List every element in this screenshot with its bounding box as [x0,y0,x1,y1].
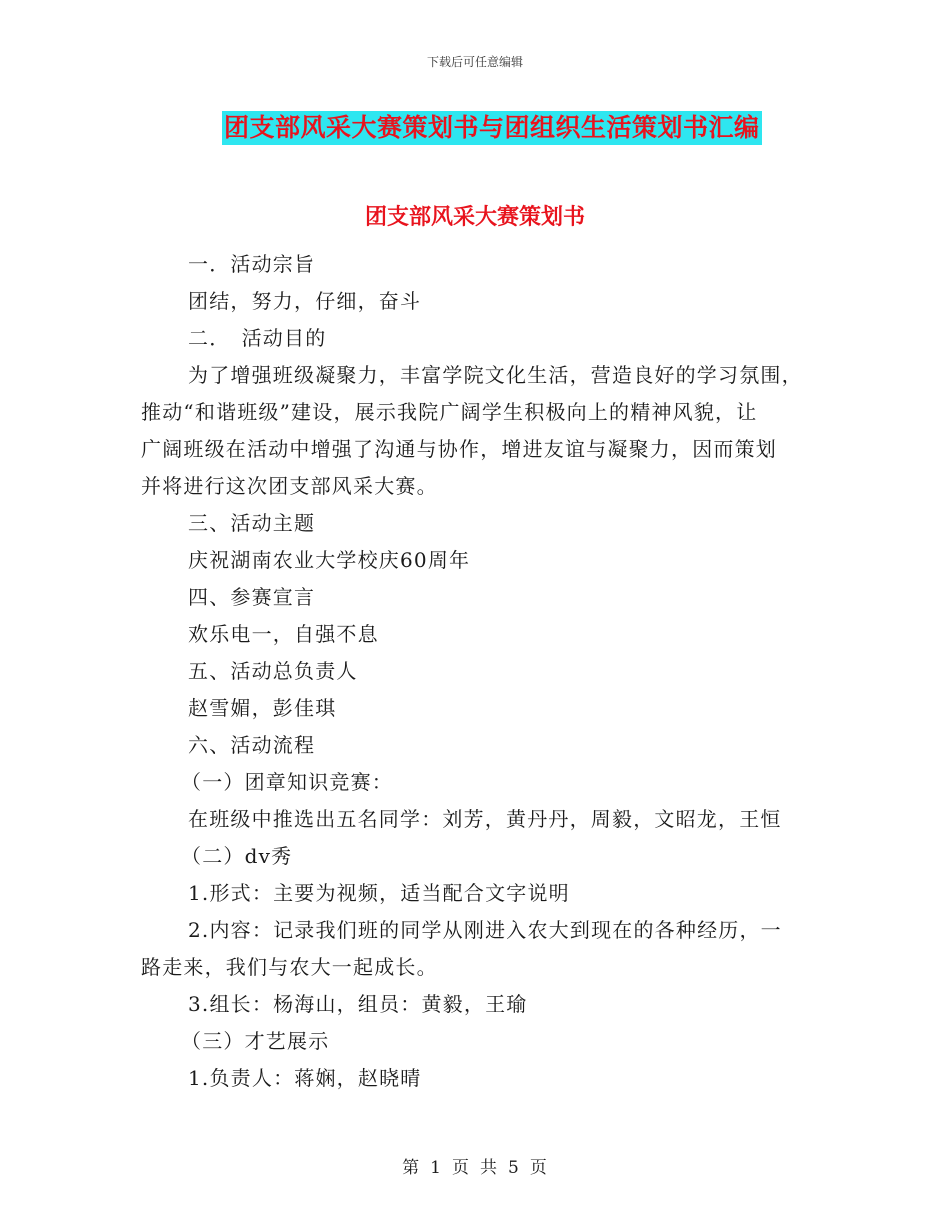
list-item: 1.负责人：蒋娴，赵晓晴 [188,1066,422,1090]
subheading: （二）dv秀 [181,844,293,868]
paragraph: 在班级中推选出五名同学：刘芳，黄丹丹，周毅，文昭龙，王恒 [188,807,782,831]
list-item: 2.内容：记录我们班的同学从刚进入农大到现在的各种经历，一 [188,918,782,942]
footer-page-unit: 页 [452,1158,470,1178]
paragraph: 团结，努力，仔细，奋斗 [188,289,422,313]
total-pages: 5 [508,1158,520,1178]
paragraph-line: 推动“和谐班级”建设，展示我院广阔学生积极向上的精神风貌，让 [141,400,758,424]
paragraph-line: 并将进行这次团支部风采大赛。 [141,474,438,498]
list-item: 3.组长：杨海山，组员：黄毅，王瑜 [188,992,528,1016]
paragraph: 庆祝湖南农业大学校庆60周年 [188,548,471,572]
heading-goal: 二． 活动目的 [188,326,327,350]
subheading: （一）团章知识竞赛： [181,770,393,794]
paragraph-line: 广阔班级在活动中增强了沟通与协作，增进友谊与凝聚力，因而策划 [141,437,777,461]
footer-total-prefix: 共 [480,1158,498,1178]
section-title: 团支部风采大赛策划书 [364,204,585,230]
document-main-title: 团支部风采大赛策划书与团组织生活策划书汇编 [222,111,762,145]
subheading: （三）才艺展示 [181,1029,330,1053]
paragraph-line: 路走来，我们与农大一起成长。 [141,955,438,979]
paragraph: 赵雪媚，彭佳琪 [188,696,337,720]
heading-purpose: 一．活动宗旨 [188,252,316,276]
footer-prefix: 第 [402,1158,421,1178]
page-footer [0,1153,950,1178]
header-note: 下载后可任意编辑 [426,55,523,69]
list-item: 1.形式：主要为视频，适当配合文字说明 [188,881,570,905]
paragraph: 欢乐电一，自强不息 [188,622,379,646]
document-body [141,246,811,1097]
heading-leaders: 五、活动总负责人 [188,659,358,683]
paragraph-line: 为了增强班级凝聚力，丰富学院文化生活，营造良好的学习氛围， [188,363,803,387]
heading-declaration: 四、参赛宣言 [188,585,316,609]
page-number: 1 [430,1158,442,1178]
heading-process: 六、活动流程 [188,733,316,757]
heading-theme: 三、活动主题 [188,511,316,535]
footer-total-unit: 页 [529,1158,548,1178]
